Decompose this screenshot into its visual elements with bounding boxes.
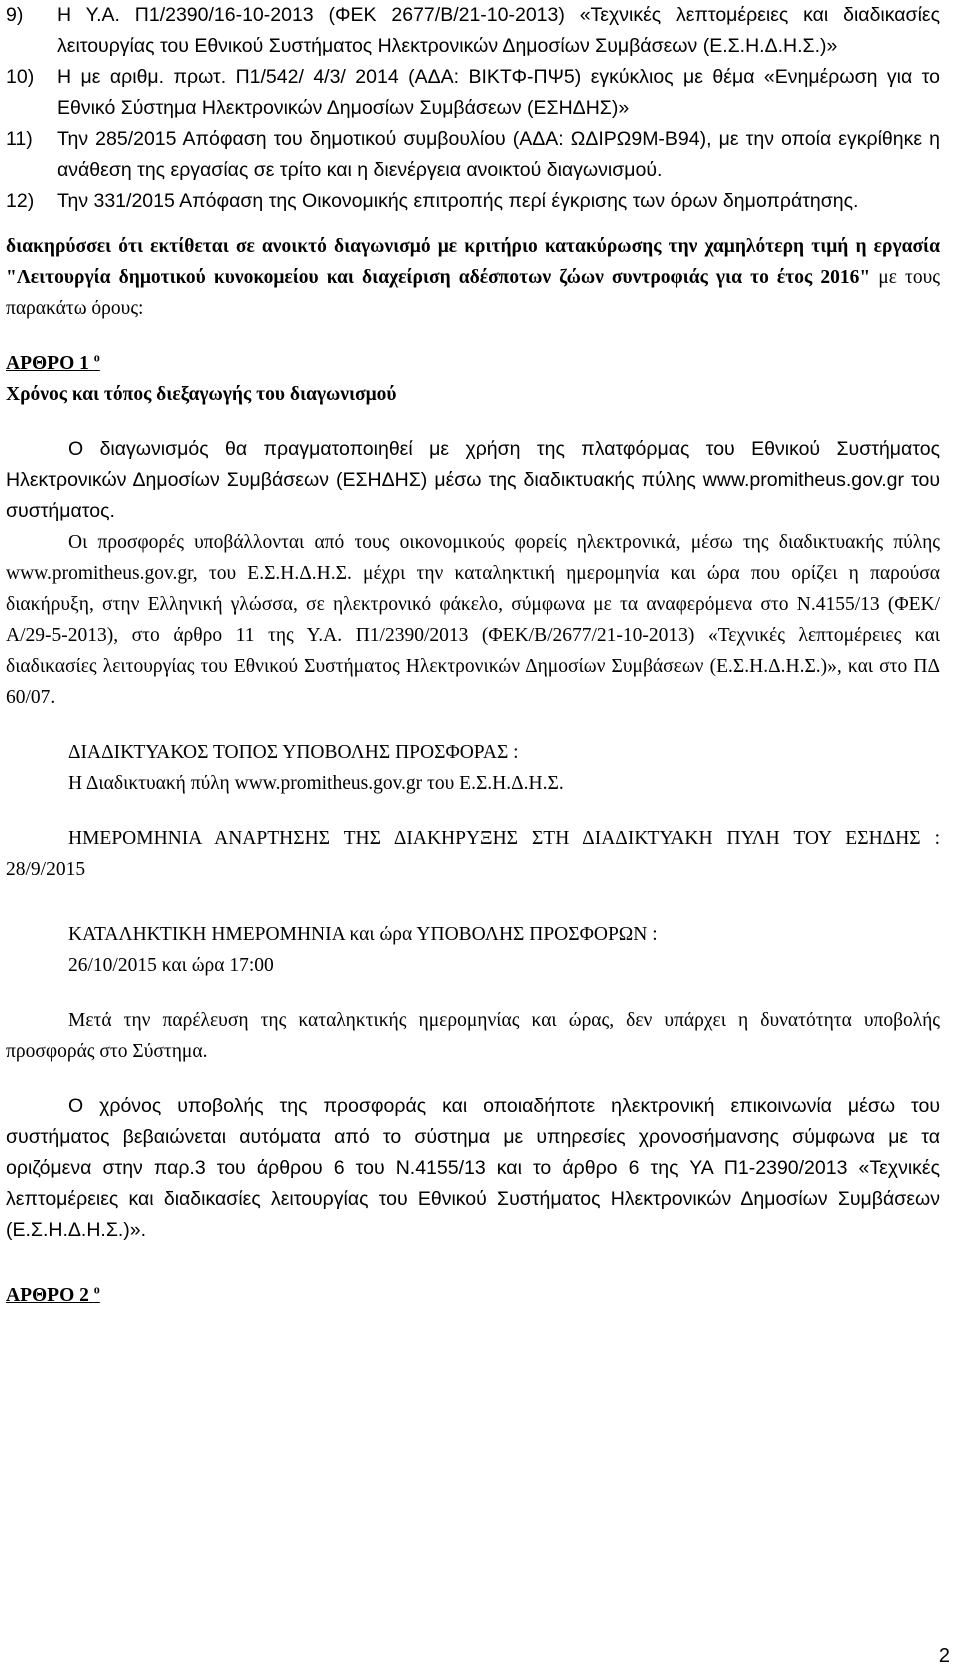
deadline-label: ΚΑΤΑΛΗΚΤΙΚΗ ΗΜΕΡΟΜΗΝΙΑ και ώρα ΥΠΟΒΟΛΗΣ ΠΡΟΣΦΟΡΩΝ :: [68, 924, 658, 945]
list-item-number: 12): [6, 190, 35, 212]
list-item-number: 11): [6, 128, 33, 150]
submission-site-value: Η Διαδικτυακή πύλη www.promitheus.gov.gr του Ε.Σ.Η.Δ.Η.Σ.: [68, 773, 564, 794]
list-item-text: Την 285/2015 Απόφαση του δημοτικού συμβουλίου (ΑΔΑ: ΩΔΙΡΩ9Μ-Β94), με την οποία εγκρίθηκε η ανάθεση της εργασίας σε τρίτο και η διενέργεια ανοικτού διαγωνισμού.: [57, 128, 940, 181]
list-item-text: Την 331/2015 Απόφαση της Οικονομικής επιτροπής περί έγκρισης των όρων δημοπράτησης.: [57, 190, 859, 212]
list-item: [6, 0, 940, 62]
article-1-paragraph-3: Μετά την παρέλευση της καταληκτικής ημερομηνίας και ώρας, δεν υπάρχει η δυνατότητα υποβολής προσφοράς στο Σύστημα.: [6, 1010, 940, 1062]
list-item: [6, 186, 940, 217]
list-item-number: 9): [6, 4, 24, 26]
document-page: [6, 0, 940, 1311]
list-item-text: Η με αριθμ. πρωτ. Π1/542/ 4/3/ 2014 (ΑΔΑ: ΒΙΚΤΦ-ΠΨ5) εγκύκλιος με θέμα «Ενημέρωση για το Εθνικό Σύστημα Ηλεκτρονικών Δημοσίων Συμβάσεων (ΕΣΗΔΗΣ)»: [57, 66, 940, 119]
declaration-bold-text: διακηρύσσει ότι εκτίθεται σε ανοικτό διαγωνισμό με κριτήριο κατακύρωσης την χαμηλότερη τιμή η εργασία "Λειτουργία δημοτικού κυνοκομείου και διαχείριση αδέσποτων ζώων συντροφιάς για το έτος 2016": [6, 236, 940, 288]
list-item: [6, 62, 940, 124]
declaration-normal-text: με τους παρακάτω όρους:: [6, 267, 940, 319]
legal-basis-list: [6, 0, 940, 217]
article-1-paragraph-4: Ο χρόνος υποβολής της προσφοράς και οποιαδήποτε ηλεκτρονική επικοινωνία μέσω του συστήματος βεβαιώνεται αυτόματα από το σύστημα με υπηρεσίες χρονοσήμανσης σύμφωνα με τα οριζόμενα στην παρ.3 του άρθρου 6 του Ν.4155/13 και το άρθρο 6 της ΥΑ Π1-2390/2013 «Τεχνικές λεπτομέρειες και διαδικασίες λειτουργίας του Εθνικού Συστήματος Ηλεκτρονικών Δημοσίων Συμβάσεων (Ε.Σ.Η.Δ.Η.Σ.)».: [6, 1095, 940, 1241]
article-1-subtitle: Χρόνος και τόπος διεξαγωγής του διαγωνισμού: [6, 384, 397, 405]
submission-site-label: ΔΙΑΔΙΚΤΥΑΚΟΣ ΤΟΠΟΣ ΥΠΟΒΟΛΗΣ ΠΡΟΣΦΟΡΑΣ :: [68, 742, 519, 763]
page-number: 2: [938, 1645, 950, 1667]
article-1-paragraph-1: Ο διαγωνισμός θα πραγματοποιηθεί με χρήση της πλατφόρμας του Εθνικού Συστήματος Ηλεκτρονικών Δημοσίων Συμβάσεων (ΕΣΗΔΗΣ) μέσω της διαδικτυακής πύλης www.promitheus.gov.gr του συστήματος.: [6, 438, 940, 522]
list-item-text: Η Υ.Α. Π1/2390/16-10-2013 (ΦΕΚ 2677/Β/21-10-2013) «Τεχνικές λεπτομέρειες και διαδικασίες λειτουργίας του Εθνικού Συστήματος Ηλεκτρονικών Δημοσίων Συμβάσεων (Ε.Σ.Η.Δ.Η.Σ.)»: [57, 4, 940, 57]
posting-date: ΗΜΕΡΟΜΗΝΙΑ ΑΝΑΡΤΗΣΗΣ ΤΗΣ ΔΙΑΚΗΡΥΞΗΣ ΣΤΗ ΔΙΑΔΙΚΤΥΑΚΗ ΠΥΛΗ ΤΟΥ ΕΣΗΔΗΣ : 28/9/2015: [6, 828, 940, 880]
article-1-paragraph-2: Οι προσφορές υποβάλλονται από τους οικονομικούς φορείς ηλεκτρονικά, μέσω της διαδικτυακής πύλης www.promitheus.gov.gr, του Ε.Σ.Η.Δ.Η.Σ. μέχρι την καταληκτική ημερομηνία και ώρα που ορίζει η παρούσα διακήρυξη, στην Ελληνική γλώσσα, σε ηλεκτρονικό φάκελο, σύμφωνα με τα αναφερόμενα στο Ν.4155/13 (ΦΕΚ/Α/29-5-2013), στο άρθρο 11 της Υ.Α. Π1/2390/2013 (ΦΕΚ/Β/2677/21-10-2013) «Τεχνικές λεπτομέρειες και διαδικασίες λειτουργίας του Εθνικού Συστήματος Ηλεκτρονικών Δημοσίων Συμβάσεων (Ε.Σ.Η.Δ.Η.Σ.)», και στο ΠΔ 60/07.: [6, 532, 940, 708]
article-1-heading: ΑΡΘΡΟ 1 $^o$: [6, 350, 100, 374]
deadline-value: 26/10/2015 και ώρα 17:00: [68, 955, 274, 976]
list-item: [6, 124, 940, 186]
list-item-number: 10): [6, 66, 35, 88]
article-2-heading: ΑΡΘΡΟ 2 $^o$: [6, 1282, 100, 1306]
declaration-paragraph: [6, 231, 940, 324]
